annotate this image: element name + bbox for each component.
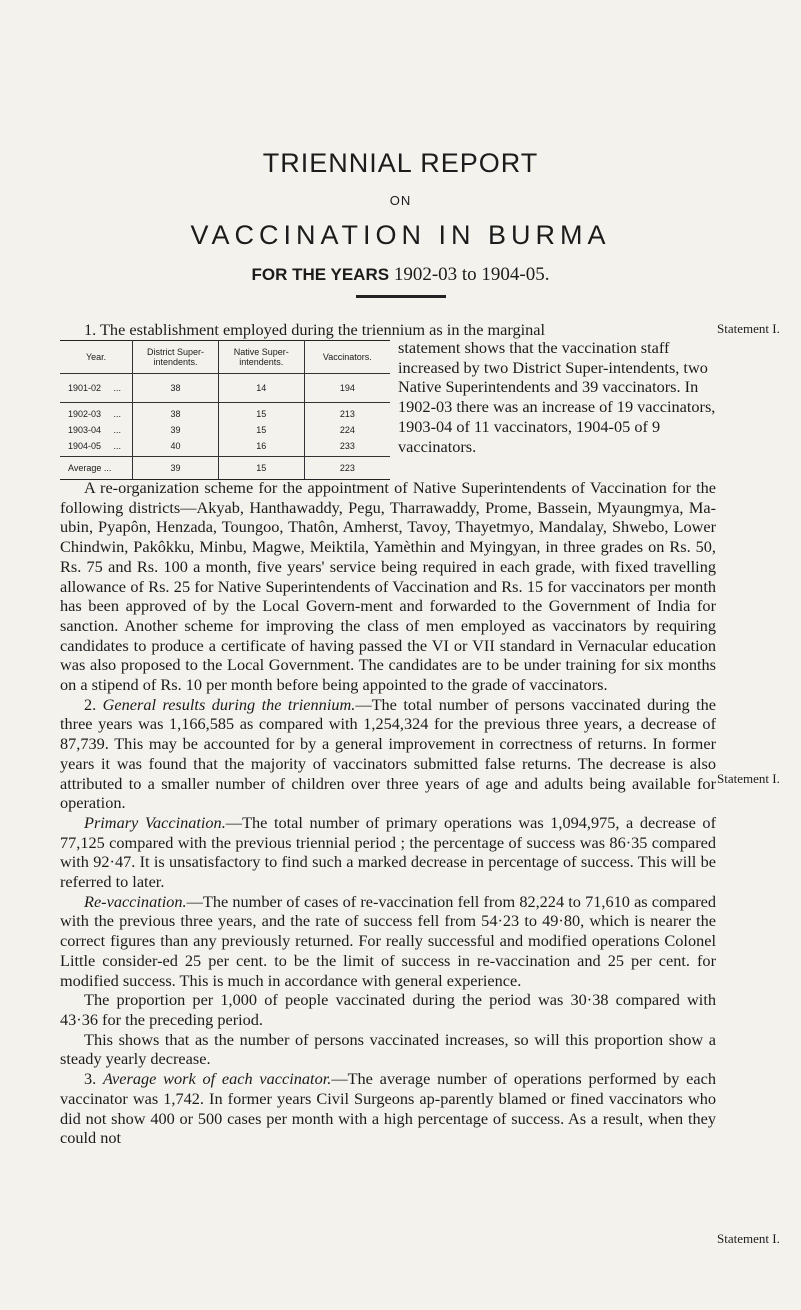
cell-year: 1901-02 ... (60, 374, 133, 403)
para-primary-vaccination (60, 813, 716, 892)
cell-native: 15 (218, 424, 304, 440)
revaccination-heading: Re-vaccination. (84, 891, 187, 911)
margin-note-1: Statement I. (717, 321, 780, 336)
body-text (60, 478, 716, 1148)
primary-body: —The total number of primary operations was 1,094,975, a decrease of 77,125 compared with the previous triennial period ; the percentage of success was 86·35 compared with 92·47. It is unsatisfactory to find such a marked decrease in percentage of success. This will be referred to later. (60, 812, 716, 892)
cell-district: 40 (133, 440, 219, 457)
col-district-superintendents: District Super-intendents. (133, 341, 219, 374)
cell-year: 1903-04 ... (60, 424, 133, 440)
table-row (60, 403, 390, 425)
cell-vaccinators: 223 (304, 457, 390, 480)
para1-reorganization: A re-organization scheme for the appointment of Native Superintendents of Vaccination for the following districts—Akyab, Hanthawaddy, Pegu, Tharrawaddy, Prome, Bassein, Myaungmya, Ma-ubin, Pyapôn, Henzada, Toungoo, Thatôn, Amherst, Tavoy, Thayetmyo, Mandalay, Shwebo, Lower Chindwin, Pakôkku, Minbu, Magwe, Meiktila, Yamèthin and Myingyan, in three grades on Rs. 50, Rs. 75 and Rs. 100 a month, five years' service being required in each grade, with fixed travelling allowance of Rs. 25 for Native Superintendents of Vaccination and Rs. 15 for vaccinators per month has been approved of by the Local Govern-ment and forwarded to the Government of India for sanction. Another scheme for improving the class of men employed as vaccinators by requiring candidates to produce a certificate of having passed the VI or VII standard in Vernacular education was also proposed to the Local Government. The candidates are to be under training for six months on a stipend of Rs. 10 per month before being appointed to the grade of vaccinators. (60, 478, 716, 695)
cell-year: 1902-03 ... (60, 403, 133, 425)
cell-year: Average ... (60, 457, 133, 480)
para-revaccination (60, 892, 716, 991)
para1-first-line: 1. The establishment employed during the triennium as in the marginal (84, 320, 546, 339)
para1-side-text: statement shows that the vaccination staff increased by two District Super-intendents, two Native Superintendents and 39 vaccinators. In 1902-03 there was an increase of 19 vaccinators, 1903-04 of 11 vaccinators, 1904-05 of 9 vaccinators. (398, 338, 716, 456)
col-year: Year. (60, 341, 133, 374)
title-on: ON (389, 193, 412, 208)
cell-native: 15 (218, 457, 304, 480)
cell-native: 14 (218, 374, 304, 403)
para3-body: —The average number of operations performed by each vaccinator was 1,742. In former years Civil Surgeons ap-parently blamed or fined vaccinators who did not show 400 or 500 cases per month with a high percentage of success. As a result, when they could not (60, 1069, 716, 1148)
para-proportion: The proportion per 1,000 of people vaccinated during the period was 30·38 compared with 43·36 for the preceding period. (60, 990, 716, 1029)
cell-district: 38 (133, 403, 219, 425)
cell-district: 38 (133, 374, 219, 403)
para2-heading: General results during the triennium. (102, 694, 356, 714)
cell-vaccinators: 194 (304, 374, 390, 403)
table-row (60, 374, 390, 403)
report-subject: VACCINATION IN BURMA (190, 220, 611, 250)
primary-heading: Primary Vaccination. (84, 812, 226, 832)
years-prefix: FOR THE YEARS (251, 265, 390, 284)
cell-vaccinators: 233 (304, 440, 390, 457)
para3-average-work: 3. Average work of each vaccinator.—The average number of operations performed by each vaccinator was 1,742. In former years Civil Surgeons ap-parently blamed or fined vaccinators who did not show 400 or 500 cases per month with a high percentage of success. As a result, when they could not (60, 1069, 716, 1148)
report-years (0, 264, 801, 286)
cell-district: 39 (133, 457, 219, 480)
cell-native: 15 (218, 403, 304, 425)
table-row (60, 440, 390, 457)
cell-district: 39 (133, 424, 219, 440)
margin-note-3: Statement I. (717, 1231, 780, 1246)
para2-general-results: 2. General results during the triennium.—The total number of persons vaccinated during the three years was 1,166,585 as compared with 1,254,324 for the previous three years, a decrease of 87,739. This may be accounted for by a general improvement in correctness of returns. In former years it was found that the majority of vaccinators submitted false returns. The decrease is also attributed to a smaller number of children over three years of age and adults being available for operation. (60, 694, 716, 813)
cell-vaccinators: 213 (304, 403, 390, 425)
establishment-table (60, 340, 390, 480)
col-native-superintendents: Native Super-intendents. (218, 341, 304, 374)
cell-native: 16 (218, 440, 304, 457)
cell-vaccinators: 224 (304, 424, 390, 440)
para2-body: —The total number of persons vaccinated during the three years was 1,166,585 as compared with 1,254,324 for the previous three years, a decrease of 87,739. This may be accounted for by a general improvement in correctness of returns. In former years it was found that the majority of vaccinators submitted false returns. The decrease is also attributed to a smaller number of children over three years of age and adults being available for operation. (60, 694, 716, 813)
para3-heading: Average work of each vaccinator. (103, 1069, 332, 1089)
table-row-average (60, 457, 390, 480)
revaccination-body: —The number of cases of re-vaccination fell from 82,224 to 71,610 as compared with the previous three years, and the rate of success fell from 54·23 to 49·80, which is nearer the correct figures than any previously returned. For really successful and modified operations Colonel Little consider-ed 25 per cent. to be the limit of success in re-vaccination and 25 per cent. for modified success. This is much in accordance with general experience. (60, 891, 716, 990)
margin-note-2: Statement I. (717, 771, 780, 786)
para-shows: This shows that as the number of persons vaccinated increases, so will this proportion show a steady yearly decrease. (60, 1029, 716, 1069)
table-row (60, 424, 390, 440)
report-title: TRIENNIAL REPORT (262, 148, 539, 178)
title-rule (356, 295, 446, 298)
cell-year: 1904-05 ... (60, 440, 133, 457)
col-vaccinators: Vaccinators. (304, 341, 390, 374)
years-range: 1902-03 to 1904-05. (393, 264, 550, 285)
